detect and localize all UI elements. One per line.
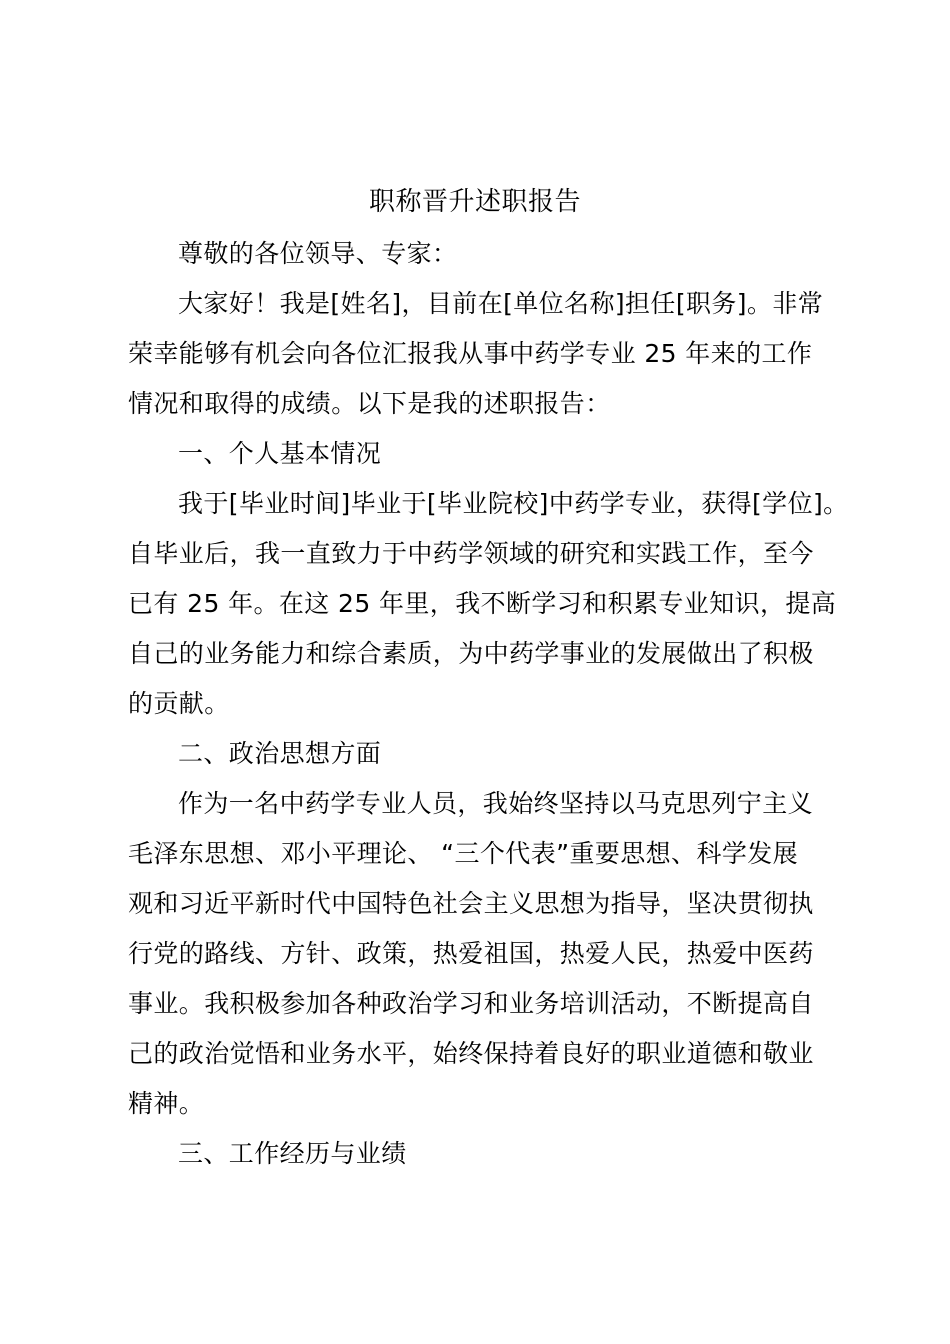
section-heading: 一、个人基本情况: [178, 439, 382, 468]
paragraph-line: 自己的业务能力和综合素质，为中药学事业的发展做出了积极: [128, 639, 814, 668]
paragraph-line: 情况和取得的成绩。以下是我的述职报告：: [128, 389, 611, 418]
paragraph-line: 的贡献。: [128, 689, 230, 718]
paragraph-line: 自毕业后，我一直致力于中药学领域的研究和实践工作，至今: [128, 539, 814, 568]
salutation: 尊敬的各位领导、专家：: [178, 239, 458, 268]
paragraph-line: 观和习近平新时代中国特色社会主义思想为指导，坚决贯彻执: [128, 889, 814, 918]
section-heading: 三、工作经历与业绩: [178, 1139, 407, 1168]
paragraph-line: 毛泽东思想、邓小平理论、 “三个代表”重要思想、科学发展: [128, 839, 799, 868]
paragraph-line: 我于[毕业时间]毕业于[毕业院校]中药学专业，获得[学位]。: [178, 489, 849, 518]
paragraph-line: 己的政治觉悟和业务水平，始终保持着良好的职业道德和敬业: [128, 1039, 814, 1068]
section-heading: 二、政治思想方面: [178, 739, 382, 768]
paragraph-line: 已有 25 年。在这 25 年里，我不断学习和积累专业知识，提高: [128, 589, 837, 618]
paragraph-line: 大家好！我是[姓名]，目前在[单位名称]担任[职务]。非常: [178, 289, 824, 318]
paragraph-line: 事业。我积极参加各种政治学习和业务培训活动，不断提高自: [128, 989, 814, 1018]
paragraph-line: 荣幸能够有机会向各位汇报我从事中药学专业 25 年来的工作: [128, 339, 813, 368]
paragraph-line: 作为一名中药学专业人员，我始终坚持以马克思列宁主义: [178, 789, 814, 818]
paragraph-line: 行党的路线、方针、政策，热爱祖国，热爱人民，热爱中医药: [128, 939, 814, 968]
document-title: 职称晋升述职报告: [368, 187, 581, 217]
paragraph-line: 精神。: [128, 1089, 205, 1118]
